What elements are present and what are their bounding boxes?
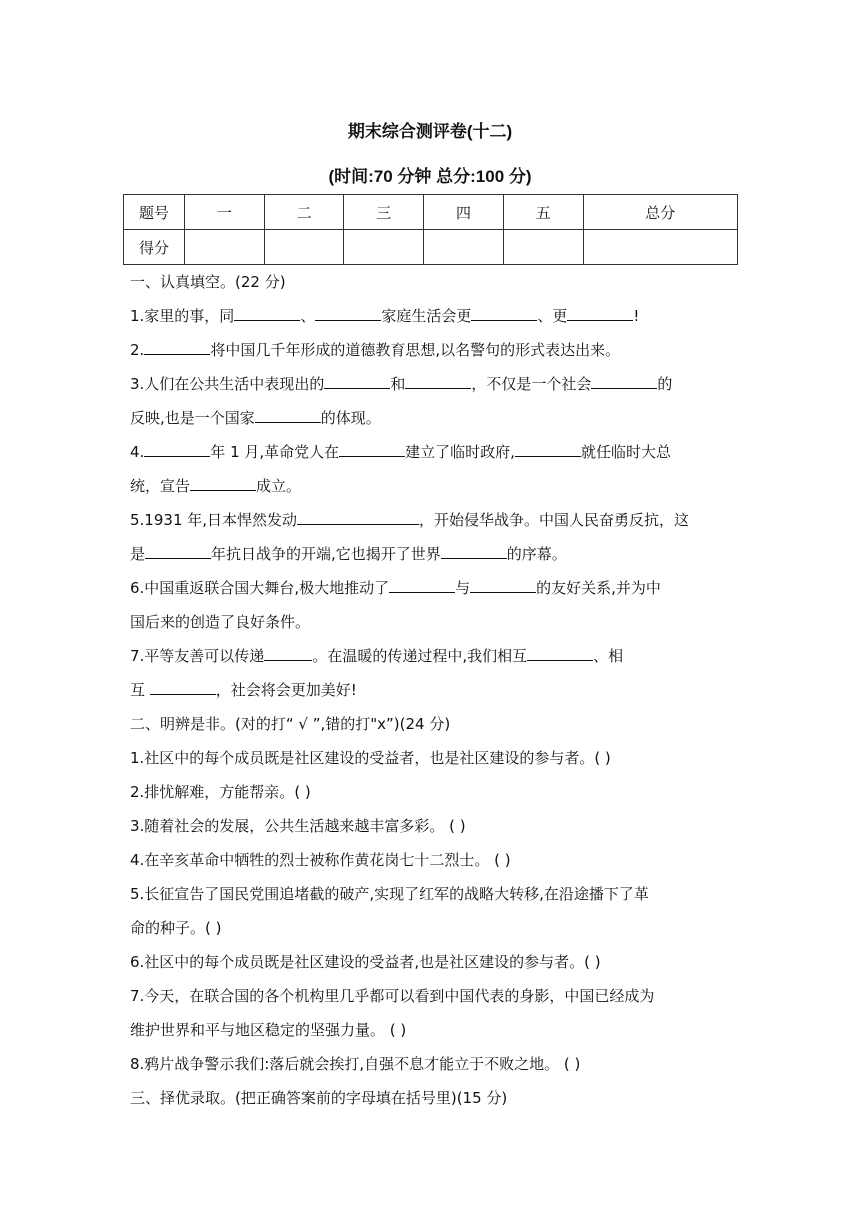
score-cell: 总分 bbox=[583, 195, 737, 230]
text: ，开始侵华战争。中国人民奋勇反抗，这 bbox=[419, 511, 690, 529]
text: 1.家里的事，同 bbox=[130, 307, 235, 325]
text: 互 bbox=[130, 681, 150, 699]
text: 成立。 bbox=[256, 477, 302, 495]
judge-item: 命的种子。( ) bbox=[130, 919, 222, 937]
text: 、更 bbox=[537, 307, 568, 325]
score-blank-cell[interactable] bbox=[424, 230, 504, 265]
fill-blank[interactable] bbox=[441, 544, 507, 559]
text: 的 bbox=[657, 375, 673, 393]
score-cell: 五 bbox=[503, 195, 583, 230]
text: 将中国几千年形成的道德教育思想,以名警句的形式表达出来。 bbox=[210, 341, 621, 359]
fill-blank[interactable] bbox=[591, 374, 657, 389]
fill-blank[interactable] bbox=[190, 476, 256, 491]
text: 4. bbox=[130, 443, 145, 461]
question-4-line-2 bbox=[130, 476, 730, 496]
fill-blank[interactable] bbox=[527, 646, 593, 661]
question-7-line-1 bbox=[130, 646, 730, 666]
judge-item: 5.长征宣告了国民党围追堵截的破产,实现了红军的战略大转移,在沿途播下了革 bbox=[130, 885, 649, 903]
question-3-line-1 bbox=[130, 374, 730, 394]
text: 建立了临时政府, bbox=[405, 443, 515, 461]
question-1 bbox=[130, 306, 730, 326]
fill-blank[interactable] bbox=[315, 306, 381, 321]
text: 与 bbox=[455, 579, 471, 597]
score-cell: 二 bbox=[264, 195, 344, 230]
score-blank-cell[interactable] bbox=[344, 230, 424, 265]
text: 国后来的创造了良好条件。 bbox=[130, 613, 311, 631]
question-6-line-2 bbox=[130, 612, 730, 632]
score-blank-cell[interactable] bbox=[503, 230, 583, 265]
question-2 bbox=[130, 340, 730, 360]
judge-item: 3.随着社会的发展，公共生活越来越丰富多彩。 ( ) bbox=[130, 817, 466, 835]
fill-blank[interactable] bbox=[324, 374, 390, 389]
question-3-line-2 bbox=[130, 408, 730, 428]
score-blank-cell[interactable] bbox=[264, 230, 344, 265]
question-7-line-2 bbox=[130, 680, 730, 700]
text: 家庭生活会更 bbox=[381, 307, 472, 325]
fill-blank[interactable] bbox=[150, 680, 216, 695]
question-4-line-1 bbox=[130, 442, 730, 462]
fill-blank[interactable] bbox=[515, 442, 581, 457]
score-cell: 得分 bbox=[124, 230, 185, 265]
fill-blank[interactable] bbox=[264, 646, 312, 661]
judge-item: 7.今天，在联合国的各个机构里几乎都可以看到中国代表的身影，中国已经成为 bbox=[130, 987, 655, 1005]
question-5-line-2 bbox=[130, 544, 730, 564]
fill-blank[interactable] bbox=[144, 442, 210, 457]
judge-item: 2.排忧解难，方能帮亲。( ) bbox=[130, 783, 311, 801]
fill-blank[interactable] bbox=[145, 544, 211, 559]
text: 的友好关系,并为中 bbox=[536, 579, 661, 597]
judge-item: 8.鸦片战争警示我们:落后就会挨打,自强不息才能立于不败之地。 ( ) bbox=[130, 1055, 581, 1073]
score-cell: 四 bbox=[424, 195, 504, 230]
text: 和 bbox=[390, 375, 406, 393]
fill-blank[interactable] bbox=[405, 374, 471, 389]
section1-heading: 一、认真填空。(22 分) bbox=[130, 273, 286, 291]
text: 6.中国重返联合国大舞台,极大地推动了 bbox=[130, 579, 390, 597]
judge-item: 6.社区中的每个成员既是社区建设的受益者,也是社区建设的参与者。( ) bbox=[130, 953, 601, 971]
judge-item: 1.社区中的每个成员既是社区建设的受益者，也是社区建设的参与者。( ) bbox=[130, 749, 611, 767]
fill-blank[interactable] bbox=[234, 306, 300, 321]
fill-blank[interactable] bbox=[297, 510, 419, 525]
text: 反映,也是一个国家 bbox=[130, 409, 255, 427]
score-blank-cell[interactable] bbox=[185, 230, 265, 265]
text: 。在温暖的传递过程中,我们相互 bbox=[312, 647, 528, 665]
score-cell: 题号 bbox=[124, 195, 185, 230]
score-cell: 一 bbox=[185, 195, 265, 230]
text: 的序幕。 bbox=[506, 545, 567, 563]
text: 5.1931 年,日本悍然发动 bbox=[130, 511, 298, 529]
fill-blank[interactable] bbox=[389, 578, 455, 593]
judge-item: 维护世界和平与地区稳定的坚强力量。 ( ) bbox=[130, 1021, 407, 1039]
fill-blank[interactable] bbox=[339, 442, 405, 457]
section2-heading: 二、明辨是非。(对的打“ √ ”,错的打"x”)(24 分) bbox=[130, 715, 451, 733]
text: ! bbox=[633, 307, 640, 325]
page-title: 期末综合测评卷(十二) bbox=[347, 122, 513, 141]
text: ，社会将会更加美好! bbox=[215, 681, 357, 699]
text: ，不仅是一个社会 bbox=[471, 375, 592, 393]
text: 的体现。 bbox=[320, 409, 381, 427]
score-table bbox=[123, 194, 738, 265]
score-blank-cell[interactable] bbox=[583, 230, 737, 265]
score-table-score-row bbox=[124, 230, 738, 265]
text: 就任临时大总 bbox=[580, 443, 671, 461]
section3-heading: 三、择优录取。(把正确答案前的字母填在括号里)(15 分) bbox=[130, 1089, 508, 1107]
text: 、相 bbox=[593, 647, 624, 665]
score-table-header-row bbox=[124, 195, 738, 230]
page-subtitle: (时间:70 分钟 总分:100 分) bbox=[328, 167, 532, 186]
text: 统，宣告 bbox=[130, 477, 191, 495]
text: 2. bbox=[130, 341, 145, 359]
fill-blank[interactable] bbox=[144, 340, 210, 355]
judge-item: 4.在辛亥革命中牺牲的烈士被称作黄花岗七十二烈士。 ( ) bbox=[130, 851, 511, 869]
fill-blank[interactable] bbox=[471, 306, 537, 321]
text: 是 bbox=[130, 545, 146, 563]
text: 7.平等友善可以传递 bbox=[130, 647, 265, 665]
text: 年 1 月,革命党人在 bbox=[210, 443, 340, 461]
fill-blank[interactable] bbox=[255, 408, 321, 423]
text: 3.人们在公共生活中表现出的 bbox=[130, 375, 325, 393]
score-cell: 三 bbox=[344, 195, 424, 230]
text: 、 bbox=[300, 307, 316, 325]
question-5-line-1 bbox=[130, 510, 730, 530]
fill-blank[interactable] bbox=[470, 578, 536, 593]
text: 年抗日战争的开端,它也揭开了世界 bbox=[211, 545, 441, 563]
question-6-line-1 bbox=[130, 578, 730, 598]
fill-blank[interactable] bbox=[567, 306, 633, 321]
